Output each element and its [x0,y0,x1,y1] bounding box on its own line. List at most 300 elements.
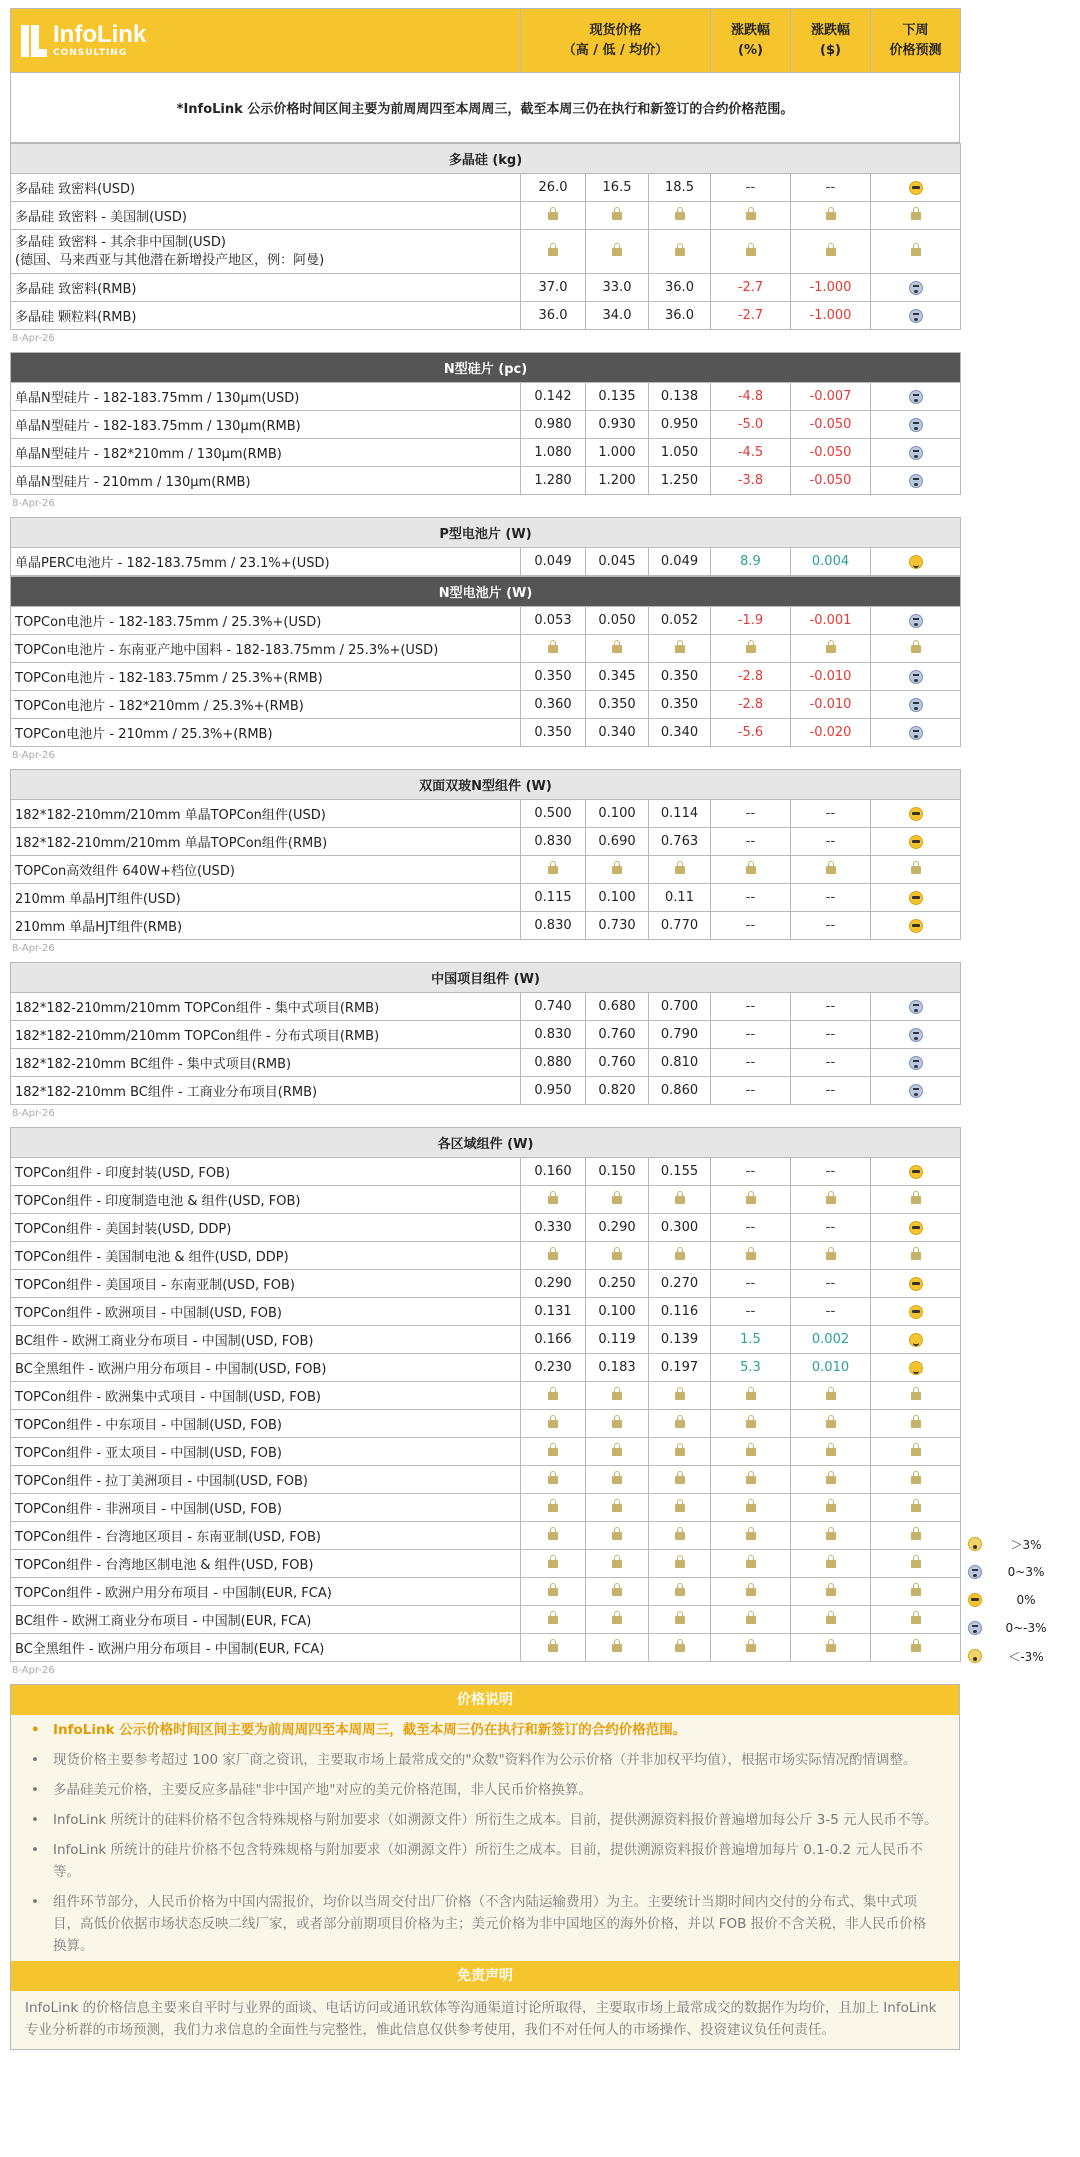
table-row [11,1158,961,1186]
lock-icon [612,645,622,653]
locked-cell [521,1634,586,1662]
table-row [11,1214,961,1242]
price-l: 0.345 [586,663,649,691]
product-name: TOPCon组件 - 台湾地区制电池 & 组件(USD, FOB) [11,1550,521,1578]
price-l: 0.290 [586,1214,649,1242]
section-date: 8-Apr-26 [12,750,55,761]
price-a: 0.350 [649,691,711,719]
forecast-cell [871,1158,961,1186]
section-table [10,352,961,495]
forecast-flat-icon [909,1277,923,1291]
product-name: 多晶硅 致密料(RMB) [11,274,521,302]
forecast-cell [871,467,961,495]
locked-cell [521,1494,586,1522]
forecast-down-icon [909,418,923,432]
forecast-down-icon [909,1028,923,1042]
locked-cell [871,1438,961,1466]
table-row [11,467,961,495]
locked-cell [649,1494,711,1522]
table-row [11,1326,961,1354]
section-table [10,576,961,747]
change-abs: -0.010 [791,691,871,719]
change-abs: 0.002 [791,1326,871,1354]
change-pct: -2.8 [711,691,791,719]
locked-cell [521,1606,586,1634]
section-header [11,963,961,993]
lock-icon [746,1448,756,1456]
lock-icon [746,1196,756,1204]
locked-cell [791,856,871,884]
section-title: N型硅片 (pc) [11,353,961,383]
lock-icon [826,1560,836,1568]
lock-icon [911,645,921,653]
col-pct-header: 涨跌幅 (%) [711,9,791,73]
lock-icon [826,1532,836,1540]
locked-cell [649,1522,711,1550]
price-h: 1.280 [521,467,586,495]
table-row [11,1382,961,1410]
forecast-cell [871,691,961,719]
change-abs: -- [791,1158,871,1186]
table-row [11,635,961,663]
product-name: 182*182-210mm BC组件 - 集中式项目(RMB) [11,1049,521,1077]
lock-icon [911,1588,921,1596]
table-row [11,1242,961,1270]
locked-cell [711,1242,791,1270]
product-name: TOPCon组件 - 印度制造电池 & 组件(USD, FOB) [11,1186,521,1214]
product-name: TOPCon组件 - 欧洲集中式项目 - 中国制(USD, FOB) [11,1382,521,1410]
locked-cell [649,1466,711,1494]
product-name: TOPCon组件 - 印度封装(USD, FOB) [11,1158,521,1186]
note-item: • InfoLink 所统计的硅片价格不包含特殊规格与附加要求（如溯源文件）所衍生之成本。目前，提供溯源资料报价普遍增加每片 0.1-0.2 元人民币不等。 [11,1835,959,1887]
price-notes [10,1684,960,2050]
forecast-down-icon [909,698,923,712]
lock-icon [746,866,756,874]
forecast-flat-icon [909,181,923,195]
forecast-down-icon [909,726,923,740]
product-name: TOPCon电池片 - 182-183.75mm / 25.3%+(RMB) [11,663,521,691]
lock-icon [826,1644,836,1652]
price-a: 0.300 [649,1214,711,1242]
lock-icon [746,212,756,220]
lock-icon [612,1448,622,1456]
lock-icon [675,1196,685,1204]
lock-icon [826,1616,836,1624]
price-a: 0.116 [649,1298,711,1326]
note-item: • 组件环节部分，人民币价格为中国内需报价，均价以当周交付出厂价格（不含内陆运输费用）为主。主要统计当期时间内交付的分布式、集中式项目，高低价依据市场状态反映二线厂家，或者部分前期项目价格为主；美元价格为非中国地区的海外价格，并以 FOB 报价不含关税，非人民币价格换算。 [11,1887,959,1961]
price-l: 0.100 [586,800,649,828]
lock-icon [612,1644,622,1652]
product-name: TOPCon电池片 - 182-183.75mm / 25.3%+(USD) [11,607,521,635]
section-title: 各区域组件 (W) [11,1128,961,1158]
price-h: 36.0 [521,302,586,330]
locked-cell [711,1578,791,1606]
table-row [11,884,961,912]
lock-icon [911,1196,921,1204]
locked-cell [521,1578,586,1606]
price-a: 1.250 [649,467,711,495]
legend-strongdown-icon [968,1537,982,1551]
locked-cell [649,1186,711,1214]
locked-cell [649,1606,711,1634]
note-item: • InfoLink 所统计的硅料价格不包含特殊规格与附加要求（如溯源文件）所衍生之成本。目前，提供溯源资料报价普遍增加每公斤 3-5 元人民币不等。 [11,1805,959,1835]
col-abs-header: 涨跌幅 ($) [791,9,871,73]
change-pct: -2.7 [711,302,791,330]
col-price-header: 现货价格 （高 / 低 / 均价） [521,9,711,73]
change-pct: -- [711,993,791,1021]
table-row [11,230,961,274]
price-a: 0.700 [649,993,711,1021]
locked-cell [586,1494,649,1522]
price-a: 0.860 [649,1077,711,1105]
forecast-cell [871,411,961,439]
table-row [11,993,961,1021]
product-name: 210mm 单晶HJT组件(USD) [11,884,521,912]
table-row [11,383,961,411]
change-abs: -0.050 [791,411,871,439]
price-a: 0.350 [649,663,711,691]
forecast-cell [871,383,961,411]
product-name: 多晶硅 致密料 - 其余非中国制(USD) (德国、马来西亚与其他潜在新增投产地区，例：阿曼) [11,230,521,274]
forecast-cell [871,884,961,912]
price-l: 0.100 [586,884,649,912]
product-name: 210mm 单晶HJT组件(RMB) [11,912,521,940]
change-abs: -1.000 [791,302,871,330]
locked-cell [586,1550,649,1578]
lock-icon [826,1588,836,1596]
lock-icon [826,1504,836,1512]
product-name: TOPCon组件 - 非洲项目 - 中国制(USD, FOB) [11,1494,521,1522]
lock-icon [911,1560,921,1568]
product-name: TOPCon组件 - 欧洲项目 - 中国制(USD, FOB) [11,1298,521,1326]
change-abs: -- [791,800,871,828]
locked-cell [871,1550,961,1578]
locked-cell [649,856,711,884]
forecast-cell [871,1077,961,1105]
legend-down-icon [968,1565,982,1579]
forecast-cell [871,1021,961,1049]
price-h: 0.830 [521,1021,586,1049]
change-abs: -- [791,912,871,940]
change-pct: -- [711,1049,791,1077]
locked-cell [521,1438,586,1466]
price-a: 1.050 [649,439,711,467]
locked-cell [521,1522,586,1550]
forecast-down-icon [909,446,923,460]
section-header [11,353,961,383]
lock-icon [675,212,685,220]
lock-icon [612,1392,622,1400]
change-pct: -4.8 [711,383,791,411]
locked-cell [586,1522,649,1550]
price-l: 0.050 [586,607,649,635]
lock-icon [675,1448,685,1456]
lock-icon [826,1448,836,1456]
locked-cell [521,1466,586,1494]
locked-cell [871,230,961,274]
locked-cell [521,1550,586,1578]
change-pct: -- [711,1298,791,1326]
locked-cell [791,1242,871,1270]
price-h: 0.166 [521,1326,586,1354]
forecast-down-icon [909,614,923,628]
forecast-cell [871,828,961,856]
section-table [10,962,961,1105]
sections [10,143,960,1684]
change-abs: -- [791,1049,871,1077]
legend-label: 0% [1016,1593,1036,1607]
legend-strongdown-icon [968,1649,982,1663]
change-pct: -5.0 [711,411,791,439]
locked-cell [871,1634,961,1662]
locked-cell [521,1382,586,1410]
lock-icon [675,1504,685,1512]
forecast-flat-icon [909,919,923,933]
lock-icon [612,1420,622,1428]
price-h: 0.330 [521,1214,586,1242]
section-table [10,143,961,330]
change-pct: -- [711,912,791,940]
change-pct: -- [711,1158,791,1186]
locked-cell [791,635,871,663]
section-date: 8-Apr-26 [12,943,55,954]
lock-icon [548,1588,558,1596]
lock-icon [911,1252,921,1260]
lock-icon [911,1476,921,1484]
price-a: 18.5 [649,174,711,202]
product-name: TOPCon组件 - 拉丁美洲项目 - 中国制(USD, FOB) [11,1466,521,1494]
locked-cell [521,1410,586,1438]
price-l: 0.250 [586,1270,649,1298]
forecast-flat-icon [909,891,923,905]
lock-icon [826,1476,836,1484]
notice: *InfoLink 公示价格时间区间主要为前周周四至本周周三，截至本周三仍在执行和新签订的合约价格范围。 [10,73,960,143]
locked-cell [711,856,791,884]
product-name: 单晶N型硅片 - 182*210mm / 130μm(RMB) [11,439,521,467]
forecast-cell [871,1298,961,1326]
price-l: 0.730 [586,912,649,940]
locked-cell [711,1550,791,1578]
forecast-cell [871,1214,961,1242]
product-name: TOPCon组件 - 欧洲户用分布项目 - 中国制(EUR, FCA) [11,1578,521,1606]
locked-cell [586,1466,649,1494]
product-name: 182*182-210mm/210mm TOPCon组件 - 集中式项目(RMB) [11,993,521,1021]
lock-icon [675,645,685,653]
lock-icon [911,1644,921,1652]
locked-cell [521,1186,586,1214]
price-l: 0.135 [586,383,649,411]
product-name: TOPCon组件 - 中东项目 - 中国制(USD, FOB) [11,1410,521,1438]
price-a: 0.114 [649,800,711,828]
price-h: 0.740 [521,993,586,1021]
product-name: BC组件 - 欧洲工商业分布项目 - 中国制(USD, FOB) [11,1326,521,1354]
price-l: 0.150 [586,1158,649,1186]
section-header [11,577,961,607]
product-name: 182*182-210mm/210mm TOPCon组件 - 分布式项目(RMB) [11,1021,521,1049]
forecast-down-icon [909,670,923,684]
change-pct: 1.5 [711,1326,791,1354]
locked-cell [649,230,711,274]
lock-icon [548,1532,558,1540]
price-a: 0.155 [649,1158,711,1186]
locked-cell [586,1382,649,1410]
locked-cell [711,1186,791,1214]
locked-cell [871,202,961,230]
forecast-up-icon [909,1361,923,1375]
forecast-cell [871,912,961,940]
product-name: TOPCon组件 - 美国项目 - 东南亚制(USD, FOB) [11,1270,521,1298]
price-a: 0.270 [649,1270,711,1298]
change-abs: -0.010 [791,663,871,691]
section-header [11,770,961,800]
table-row [11,800,961,828]
table-row [11,411,961,439]
price-l: 0.690 [586,828,649,856]
lock-icon [675,1560,685,1568]
locked-cell [711,635,791,663]
legend-row [968,1530,1068,1558]
legend-row [968,1558,1068,1586]
locked-cell [871,1466,961,1494]
lock-icon [548,1476,558,1484]
legend-label: 0~3% [1007,1565,1045,1579]
note-item: • 现货价格主要参考超过 100 家厂商之资讯，主要取市场上最常成交的"众数"资料作为公示价格（并非加权平均值），根据市场实际情况酌情调整。 [11,1745,959,1775]
table-row [11,828,961,856]
price-l: 0.045 [586,548,649,576]
change-pct: -- [711,1214,791,1242]
change-pct: -5.6 [711,719,791,747]
locked-cell [711,230,791,274]
change-abs: -- [791,1270,871,1298]
lock-icon [911,1420,921,1428]
price-l: 0.350 [586,691,649,719]
table-row [11,1354,961,1382]
lock-icon [612,1196,622,1204]
table-row [11,607,961,635]
locked-cell [791,1438,871,1466]
product-name: TOPCon电池片 - 182*210mm / 25.3%+(RMB) [11,691,521,719]
change-pct: -- [711,800,791,828]
locked-cell [791,1382,871,1410]
forecast-cell [871,174,961,202]
section-date: 8-Apr-26 [12,333,55,344]
table-row [11,691,961,719]
locked-cell [586,1438,649,1466]
locked-cell [649,202,711,230]
locked-cell [791,1522,871,1550]
change-pct: 5.3 [711,1354,791,1382]
legend-down-icon [968,1621,982,1635]
change-pct: -- [711,884,791,912]
lock-icon [746,1644,756,1652]
price-a: 0.138 [649,383,711,411]
locked-cell [521,230,586,274]
price-a: 0.049 [649,548,711,576]
section-title: 双面双玻N型组件 (W) [11,770,961,800]
price-l: 34.0 [586,302,649,330]
locked-cell [871,1494,961,1522]
price-a: 0.139 [649,1326,711,1354]
lock-icon [612,866,622,874]
price-h: 0.880 [521,1049,586,1077]
locked-cell [791,1186,871,1214]
lock-icon [746,1588,756,1596]
locked-cell [521,635,586,663]
locked-cell [649,1410,711,1438]
locked-cell [871,1522,961,1550]
price-h: 0.830 [521,828,586,856]
locked-cell [586,635,649,663]
price-l: 0.340 [586,719,649,747]
lock-icon [675,1644,685,1652]
lock-icon [675,248,685,256]
lock-icon [826,1392,836,1400]
table-row [11,1077,961,1105]
infolink-logo-icon [19,23,47,59]
locked-cell [586,1410,649,1438]
change-pct: -- [711,828,791,856]
lock-icon [911,866,921,874]
price-a: 0.197 [649,1354,711,1382]
lock-icon [548,1252,558,1260]
locked-cell [649,1242,711,1270]
forecast-cell [871,663,961,691]
section-title: N型电池片 (W) [11,577,961,607]
change-pct: 8.9 [711,548,791,576]
locked-cell [649,1634,711,1662]
price-h: 0.500 [521,800,586,828]
change-pct: -- [711,1021,791,1049]
table-row [11,1522,961,1550]
price-l: 16.5 [586,174,649,202]
price-a: 36.0 [649,274,711,302]
lock-icon [826,866,836,874]
product-name: 单晶N型硅片 - 182-183.75mm / 130μm(USD) [11,383,521,411]
lock-icon [548,645,558,653]
change-abs: -0.007 [791,383,871,411]
col-forecast-header: 下周 价格预测 [871,9,961,73]
lock-icon [746,1476,756,1484]
locked-cell [586,1242,649,1270]
table-row [11,1298,961,1326]
logo-sub: CONSULTING [53,48,128,58]
change-abs: -- [791,1298,871,1326]
price-l: 0.119 [586,1326,649,1354]
product-name: 多晶硅 颗粒料(RMB) [11,302,521,330]
locked-cell [521,1242,586,1270]
table-row [11,856,961,884]
change-abs: -0.001 [791,607,871,635]
section-date: 8-Apr-26 [12,1108,55,1119]
lock-icon [612,1476,622,1484]
locked-cell [871,1410,961,1438]
product-name: TOPCon组件 - 美国封装(USD, DDP) [11,1214,521,1242]
product-name: TOPCon组件 - 美国制电池 & 组件(USD, DDP) [11,1242,521,1270]
change-abs: -0.020 [791,719,871,747]
change-pct: -1.9 [711,607,791,635]
price-l: 1.200 [586,467,649,495]
lock-icon [548,866,558,874]
change-pct: -- [711,1270,791,1298]
forecast-down-icon [909,474,923,488]
locked-cell [711,1438,791,1466]
change-abs: -- [791,993,871,1021]
lock-icon [911,1392,921,1400]
lock-icon [612,1560,622,1568]
table-row [11,1578,961,1606]
price-a: 0.11 [649,884,711,912]
forecast-cell [871,548,961,576]
